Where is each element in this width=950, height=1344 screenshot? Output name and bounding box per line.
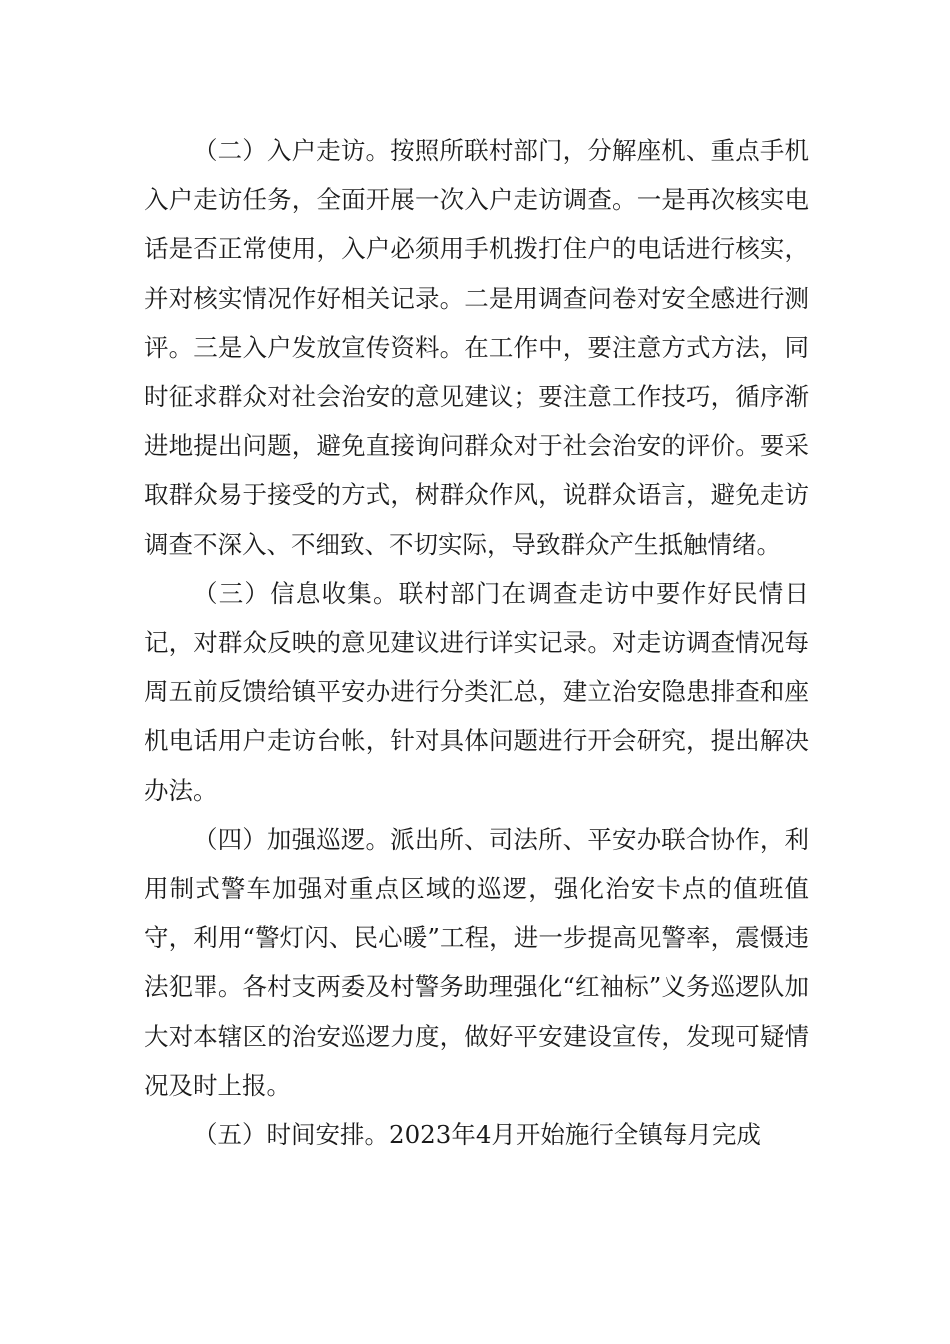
document-body bbox=[144, 126, 809, 1159]
paragraph-time-schedule: （五）时间安排。2023年4月开始施行全镇每月完成 bbox=[193, 1120, 761, 1150]
paragraph-home-visits: （二）入户走访。按照所联村部门，分解座机、重点手机入户走访任务，全面开展一次入户走访调查。一是再次核实电话是否正常使用，入户必须用手机拨打住户的电话进行核实，并对核实情况作好相关记录。二是用调查问卷对安全感进行测评。三是入户发放宣传资料。在工作中，要注意方式方法，同时征求群众对社会治安的意见建议；要注意工作技巧，循序渐进地提出问题，避免直接询问群众对于社会治安的评价。要采取群众易于接受的方式，树群众作风，说群众语言，避免走访调查不深入、不细致、不切实际，导致群众产生抵触情绪。 bbox=[144, 136, 809, 559]
paragraph-information-collection: （三）信息收集。联村部门在调查走访中要作好民情日记，对群众反映的意见建议进行详实记录。对走访调查情况每周五前反馈给镇平安办进行分类汇总，建立治安隐患排查和座机电话用户走访台帐，针对具体问题进行开会研究，提出解决办法。 bbox=[144, 578, 809, 805]
paragraph-strengthen-patrols: （四）加强巡逻。派出所、司法所、平安办联合协作，利用制式警车加强对重点区域的巡逻，强化治安卡点的值班值守，利用“警灯闪、民心暖”工程，进一步提高见警率，震慑违法犯罪。各村支两委及村警务助理强化“红袖标”义务巡逻队加大对本辖区的治安巡逻力度，做好平安建设宣传，发现可疑情况及时上报。 bbox=[144, 824, 809, 1100]
